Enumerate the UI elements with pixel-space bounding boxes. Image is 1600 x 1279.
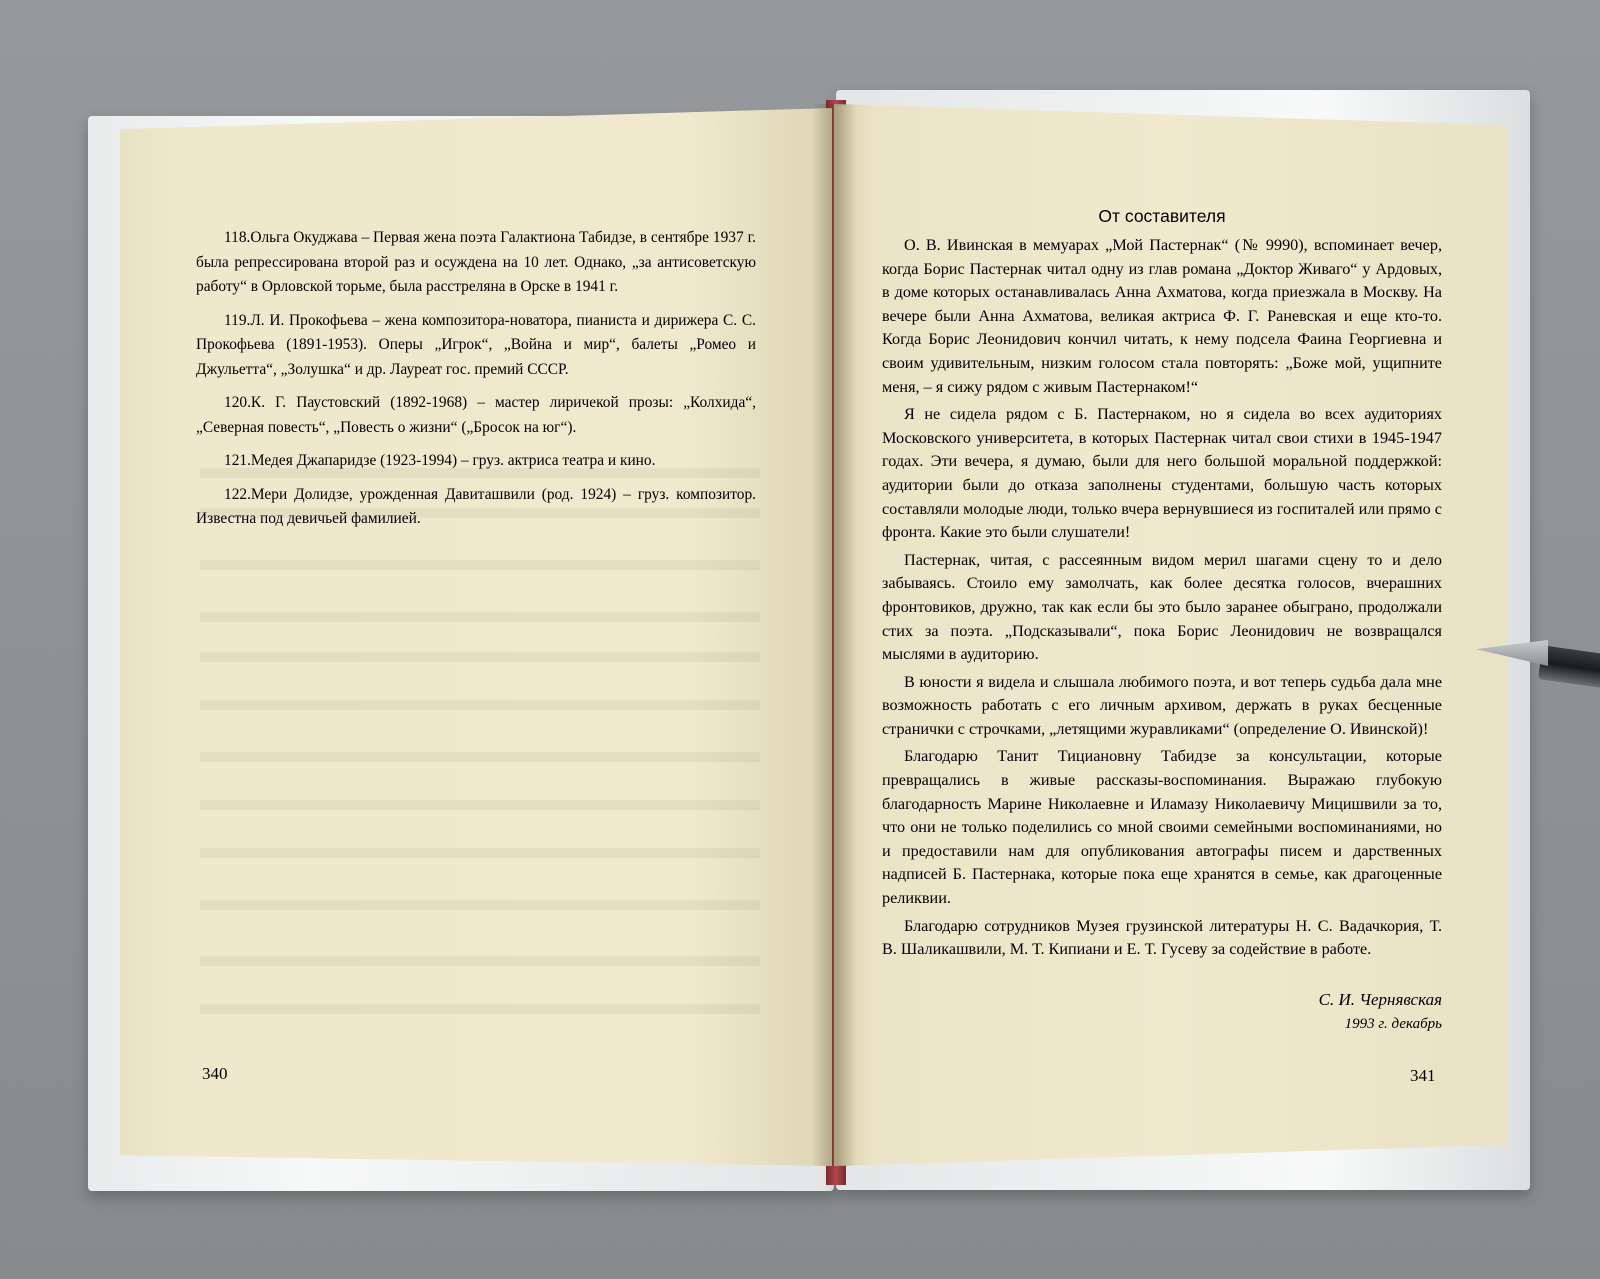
footnotes xyxy=(196,226,756,541)
footnote: 120.К. Г. Паустовский (1892-1968) – мастер лиричекой прозы: „Колхида“, „Северная повесть“, „Повесть о жизни“ („Бросок на юг“). xyxy=(196,394,756,436)
preface-text xyxy=(882,234,1442,966)
bleed-through-line xyxy=(200,560,760,570)
bleed-through-line xyxy=(200,752,760,762)
bleed-through-line xyxy=(200,900,760,910)
paragraph: Я не сидела рядом с Б. Пастернаком, но я сидела во всех аудиториях Московского университета, в которых Пастернак читал свои стихи в 1945-1947 годах. Эти вечера, я думаю, были для него большой моральной поддержкой: аудитории были до отказа заполнены студентами, большую часть которых составляли молодые люди, только вчера вернувшиеся из госпиталей или прямо с фронта. Какие это были слушатели! xyxy=(882,405,1442,542)
bleed-through-line xyxy=(200,956,760,966)
paragraph: О. В. Ивинская в мемуарах „Мой Пастернак“ (№ 9990), вспоминает вечер, когда Борис Пастернак читал одну из глав романа „Доктор Живаго“ у Ардовых, в доме которых останавливалась Анна Ахматова, когда приезжала в Москву. На вечере были Анна Ахматова, великая актриса Ф. Г. Раневская и еще кто-то. Когда Борис Леонидович кончил читать, к нему подсела Фаина Георгиевна и своим удивительным, низким голосом стала повторять: „Боже мой, ущипните меня, – я сижу рядом с живым Пастернаком!“ xyxy=(882,236,1442,396)
footnote: 119.Л. И. Прокофьева – жена композитора-новатора, пианиста и дирижера С. С. Прокофьева (1891-1953). Оперы „Игрок“, „Война и мир“, балеты „Ромео и Джульетта“, „Золушка“ и др. Лауреат гос. премий СССР. xyxy=(196,311,756,378)
page-fold-shadow xyxy=(812,104,856,1166)
paragraph: Благодарю Танит Тициановну Табидзе за консультации, которые превращались в живые рассказы-воспоминания. Выражаю глубокую благодарность Марине Николаевне и Иламазу Николаевичу Мицишвили за то, что они не только поделились со мной своими семейными воспоминаниями, но и предоставили нам для опубликования автографы писем и дарственных надписей Б. Пастернака, которые пока еще хранятся в семье, как драгоценные реликвии. xyxy=(882,747,1442,908)
bleed-through-line xyxy=(200,800,760,810)
footnote: 122.Мери Долидзе, урожденная Давиташвили (род. 1924) – груз. композитор. Известна под девичьей фамилией. xyxy=(196,485,756,527)
paragraph: В юности я видела и слышала любимого поэта, и вот теперь судьба дала мне возможность работать с его личным архивом, держать в руках бесценные странички с строчками, „летящими журавликами“ (определение О. Ивинской)! xyxy=(882,672,1442,738)
paragraph: Благодарю сотрудников Музея грузинской литературы Н. С. Вадачкория, Т. В. Шаликашвили, М. Т. Кипиани и Е. Т. Гусеву за содействие в работе. xyxy=(882,916,1442,959)
bleed-through-line xyxy=(200,612,760,622)
footnote: 121.Медея Джапаридзе (1923-1994) – груз. актриса театра и кино. xyxy=(224,452,656,469)
footnote: 118.Ольга Окуджава – Первая жена поэта Галактиона Табидзе, в сентябре 1937 г. была репрессирована второй раз и осуждена на 10 лет. Однако, „за антисоветскую работу“ в Орловской торьме, была расстреляна в Орске в 1941 г. xyxy=(196,229,756,295)
bleed-through-line xyxy=(200,848,760,858)
paragraph: Пастернак, читая, с рассеянным видом мерил шагами сцену то и дело забываясь. Стоило ему замолчать, как более десятка голосов, вчерашних фронтовиков, дружно, так как если бы это было заранее обыграно, продолжали стих за поэта. „Подсказывали“, пока Борис Леонидович не возвращался мыслями в аудиторию. xyxy=(882,550,1442,664)
bleed-through-line xyxy=(200,1004,760,1014)
page-number-right: 341 xyxy=(1410,1066,1436,1085)
section-heading: От составителя xyxy=(1098,206,1226,226)
page-number-left: 340 xyxy=(202,1064,228,1083)
bleed-through-line xyxy=(200,700,760,710)
author-signature: С. И. Чернявская xyxy=(1318,990,1442,1009)
signature-date: 1993 г. декабрь xyxy=(1344,1016,1442,1032)
bleed-through-line xyxy=(200,652,760,662)
